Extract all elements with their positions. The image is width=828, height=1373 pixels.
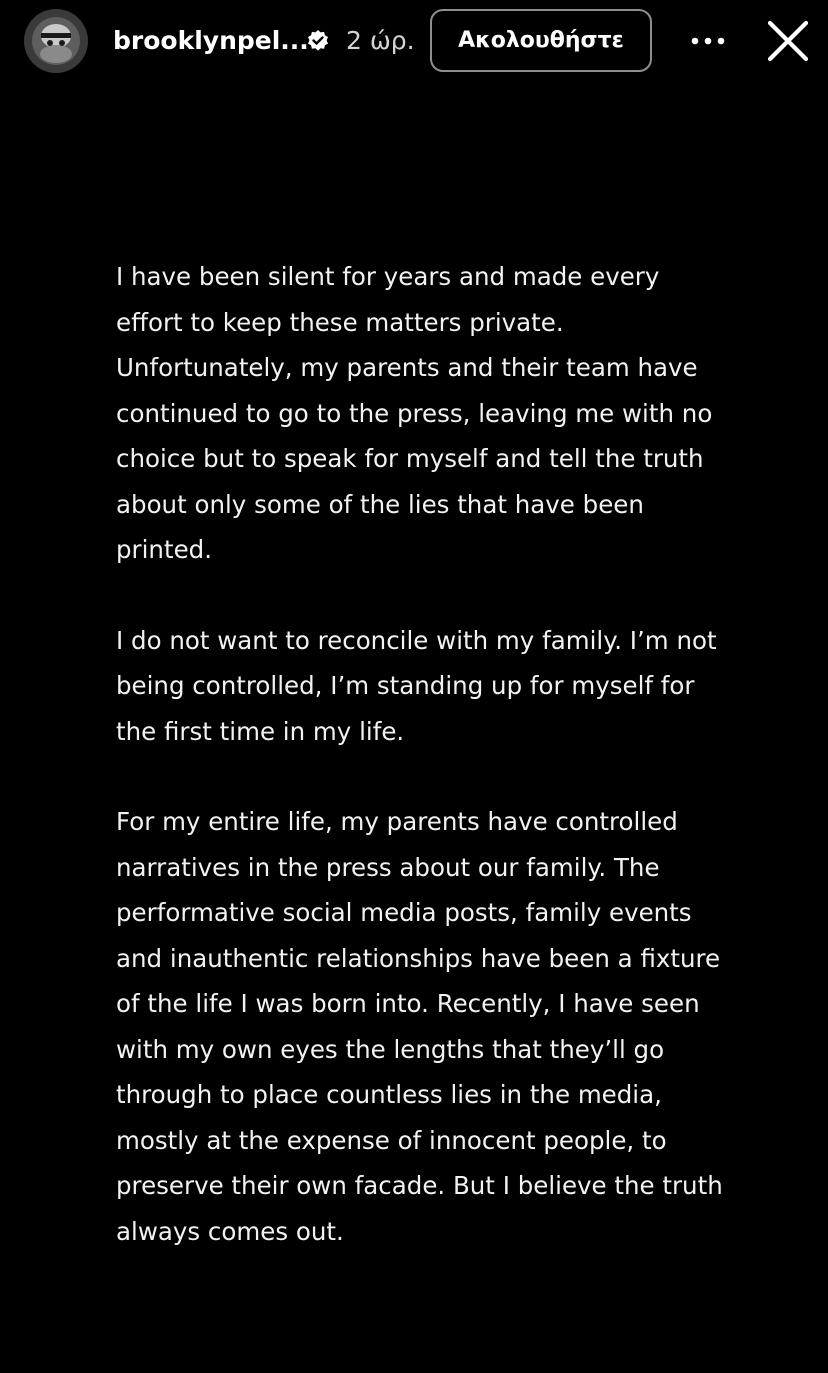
avatar-image (24, 9, 88, 73)
profile-avatar[interactable] (24, 9, 88, 73)
username[interactable]: brooklynpel... (113, 26, 309, 55)
story-paragraph-3: For my entire life, my parents have controlled narratives in the press about our family. The performative social media posts, family events and inauthentic relationships have been a fixture of the life I was born into. Recently, I have seen with my own eyes the lengths that they’ll go through to place countless lies in the media, mostly at the expense of innocent people, to preserve their own facade. But I believe the truth always comes out. (116, 807, 723, 1246)
story-paragraph-1: I have been silent for years and made every effort to keep these matters private. Unfortunately, my parents and their team have continued to go to the press, leaving me with no choice but to speak for myself and tell the truth about only some of the lies that have been printed. (116, 262, 713, 564)
close-icon[interactable] (763, 16, 813, 66)
verified-badge-icon (306, 29, 330, 53)
follow-button[interactable]: Ακολουθήστε (430, 9, 652, 72)
story-paragraph-2: I do not want to reconcile with my family. I’m not being controlled, I’m standing up for myself for the first time in my life. (116, 625, 717, 746)
story-text-content (116, 254, 726, 1299)
more-options-icon[interactable] (688, 26, 728, 56)
post-timestamp: 2 ώρ. (346, 26, 415, 55)
story-header (0, 0, 828, 84)
